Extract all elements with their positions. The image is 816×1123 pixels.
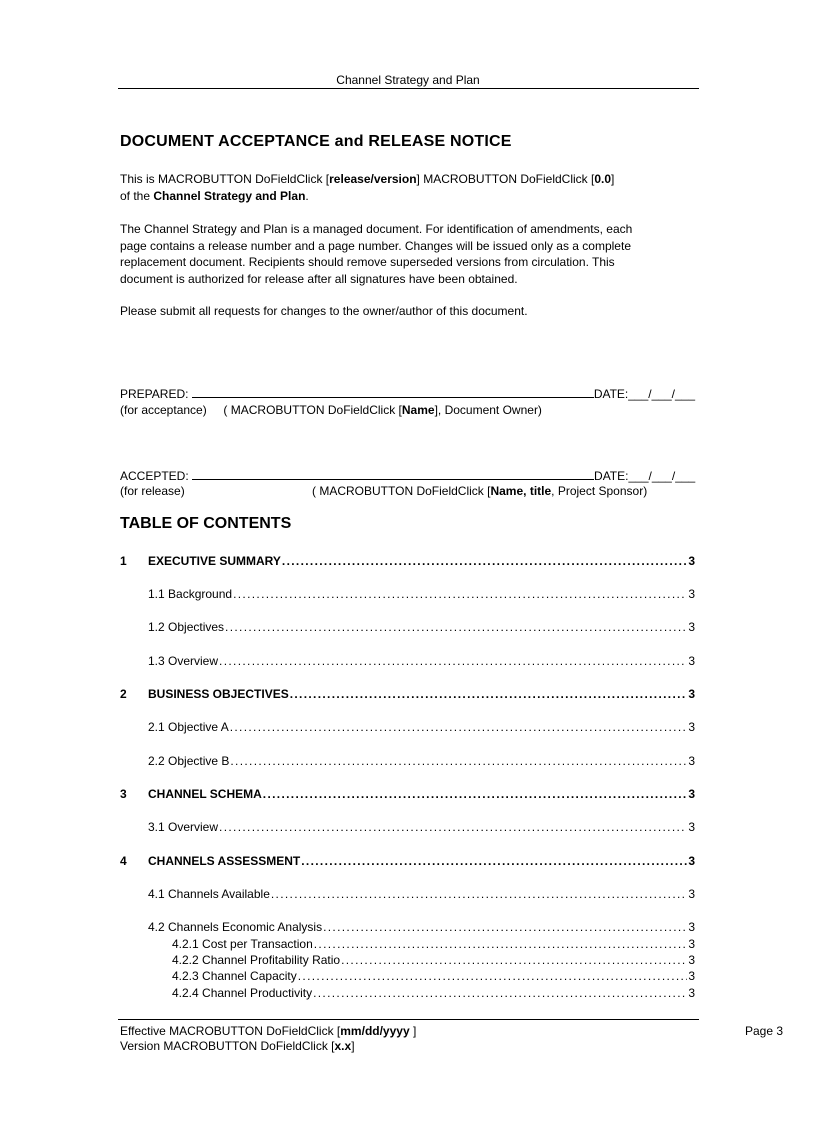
toc-label: CHANNELS ASSESSMENT [148, 854, 301, 868]
toc-page: 3 [688, 554, 695, 568]
prepared-macro: ( MACROBUTTON DoFieldClick [ [223, 403, 402, 417]
toc-leader [313, 986, 687, 1000]
toc-page: 3 [688, 887, 695, 901]
toc-leader [290, 687, 688, 701]
toc-page: 3 [688, 986, 695, 1000]
toc-page: 3 [688, 787, 695, 801]
toc-entry[interactable] [148, 587, 695, 601]
prepared-subline [120, 403, 542, 417]
prepared-for-acceptance: (for acceptance) [120, 403, 207, 417]
managed-line: The Channel Strategy and Plan is a managed document. For identification of amendments, each [120, 222, 633, 236]
intro-version-field: 0.0 [594, 172, 612, 186]
toc-page: 3 [688, 720, 695, 734]
toc-label: EXECUTIVE SUMMARY [148, 554, 281, 568]
toc-entry[interactable] [120, 554, 695, 568]
toc-label: 2.2 Objective B [148, 754, 230, 768]
intro-text-4: of the [120, 188, 154, 203]
toc-label: 1.3 Overview [148, 654, 219, 668]
toc-entry[interactable] [120, 787, 695, 801]
accepted-for-release: (for release) [120, 484, 185, 498]
toc-entry[interactable] [148, 654, 695, 668]
footer-version-number: x.x [334, 1039, 352, 1053]
toc-leader [230, 754, 687, 768]
toc-page: 3 [688, 754, 695, 768]
prepared-label: PREPARED: [120, 387, 189, 401]
toc-label: 4.2.4 Channel Productivity [172, 986, 313, 1000]
intro-release-field: release/version [329, 172, 417, 186]
toc-leader [282, 554, 687, 568]
toc-leader [219, 654, 687, 668]
toc-page: 3 [688, 920, 695, 934]
managed-line: page contains a release number and a page number. Changes will be issued only as a complete [120, 238, 631, 253]
managed-line: replacement document. Recipients should remove superseded versions from circulation. This [120, 255, 615, 269]
toc-page: 3 [688, 969, 695, 983]
prepared-role: ], Document Owner) [434, 403, 542, 417]
toc-label: 4.2.2 Channel Profitability Ratio [172, 953, 341, 967]
toc-page: 3 [688, 587, 695, 601]
toc-label: BUSINESS OBJECTIVES [148, 687, 289, 701]
toc-page: 3 [688, 937, 695, 951]
footer-block [120, 1024, 416, 1054]
acceptance-title: DOCUMENT ACCEPTANCE and RELEASE NOTICE [120, 133, 512, 150]
toc-leader [341, 953, 687, 967]
toc-page: 3 [688, 687, 695, 701]
toc-label: 2.1 Objective A [148, 720, 229, 734]
accepted-date: DATE:___/___/___ [594, 469, 696, 483]
intro-document-name: Channel Strategy and Plan [153, 188, 306, 203]
toc-page: 3 [688, 654, 695, 668]
toc-leader [298, 969, 688, 983]
toc-number: 3 [120, 787, 127, 801]
accepted-macro: ( MACROBUTTON DoFieldClick [ [312, 484, 491, 498]
intro-text-3: ] [611, 172, 615, 186]
managed-line: document is authorized for release after all signatures have been obtained. [120, 271, 518, 286]
submit-requests-paragraph: Please submit all requests for changes to the owner/author of this document. [120, 304, 528, 318]
toc-leader [323, 920, 687, 934]
toc-leader [314, 937, 688, 951]
toc-leader [263, 787, 688, 801]
toc-entry[interactable] [120, 687, 695, 701]
intro-text-1: This is MACROBUTTON DoFieldClick [ [120, 172, 330, 186]
toc-number: 4 [120, 854, 127, 868]
managed-document-paragraph [120, 221, 690, 287]
toc-entry[interactable] [148, 754, 695, 768]
intro-text-2: ] MACROBUTTON DoFieldClick [ [416, 172, 595, 186]
toc-entry[interactable] [120, 854, 695, 868]
accepted-name-field: Name, title [490, 484, 552, 498]
toc-page: 3 [688, 854, 695, 868]
toc-entry[interactable] [172, 953, 695, 967]
footer-divider [118, 1019, 699, 1020]
footer-effective-end: ] [409, 1024, 417, 1038]
accepted-subline [120, 484, 648, 498]
header-divider [118, 88, 699, 89]
toc-page: 3 [688, 820, 695, 834]
toc-entry[interactable] [148, 620, 695, 634]
footer-version-end: ] [351, 1039, 355, 1053]
toc-entry[interactable] [148, 920, 695, 934]
toc-leader [225, 620, 687, 634]
prepared-date: DATE:___/___/___ [593, 387, 695, 401]
toc-label: 1.1 Background [148, 587, 233, 601]
footer-effective-date: mm/dd/yyyy [340, 1024, 410, 1038]
intro-paragraph [120, 171, 690, 204]
toc-leader [219, 820, 687, 834]
toc-title: TABLE OF CONTENTS [120, 515, 292, 532]
accepted-role: , Project Sponsor) [551, 484, 648, 498]
toc-label: 4.2.1 Cost per Transaction [172, 937, 313, 951]
page-number: Page 3 [745, 1024, 784, 1038]
toc-number: 1 [120, 554, 127, 568]
toc-entry[interactable] [148, 720, 695, 734]
toc-entry[interactable] [148, 887, 695, 901]
prepared-line [120, 385, 695, 401]
toc-label: 1.2 Objectives [148, 620, 225, 634]
toc-label: 4.1 Channels Available [148, 887, 270, 901]
toc-leader [230, 720, 688, 734]
toc-number: 2 [120, 687, 127, 701]
accepted-label: ACCEPTED: [120, 469, 189, 483]
toc-page: 3 [688, 620, 695, 634]
toc-leader [301, 854, 687, 868]
toc-label: CHANNEL SCHEMA [148, 787, 262, 801]
toc-entry[interactable] [172, 969, 695, 983]
accepted-signature-line [192, 467, 594, 480]
prepared-name-field: Name [401, 403, 435, 417]
toc-leader [271, 887, 687, 901]
toc-entry[interactable] [172, 937, 695, 951]
footer-version: Version MACROBUTTON DoFieldClick [ [120, 1039, 335, 1053]
toc-label: 4.2 Channels Economic Analysis [148, 920, 323, 934]
intro-text-5: . [305, 188, 309, 203]
prepared-signature-line [192, 385, 594, 398]
toc-label: 3.1 Overview [148, 820, 219, 834]
toc-leader [233, 587, 687, 601]
toc-entry[interactable] [148, 820, 695, 834]
toc-page: 3 [688, 953, 695, 967]
running-header: Channel Strategy and Plan [336, 73, 480, 87]
footer-effective: Effective MACROBUTTON DoFieldClick [ [120, 1024, 341, 1038]
toc-label: 4.2.3 Channel Capacity [172, 969, 297, 983]
accepted-line [120, 467, 695, 483]
toc-entry[interactable] [172, 986, 695, 1000]
